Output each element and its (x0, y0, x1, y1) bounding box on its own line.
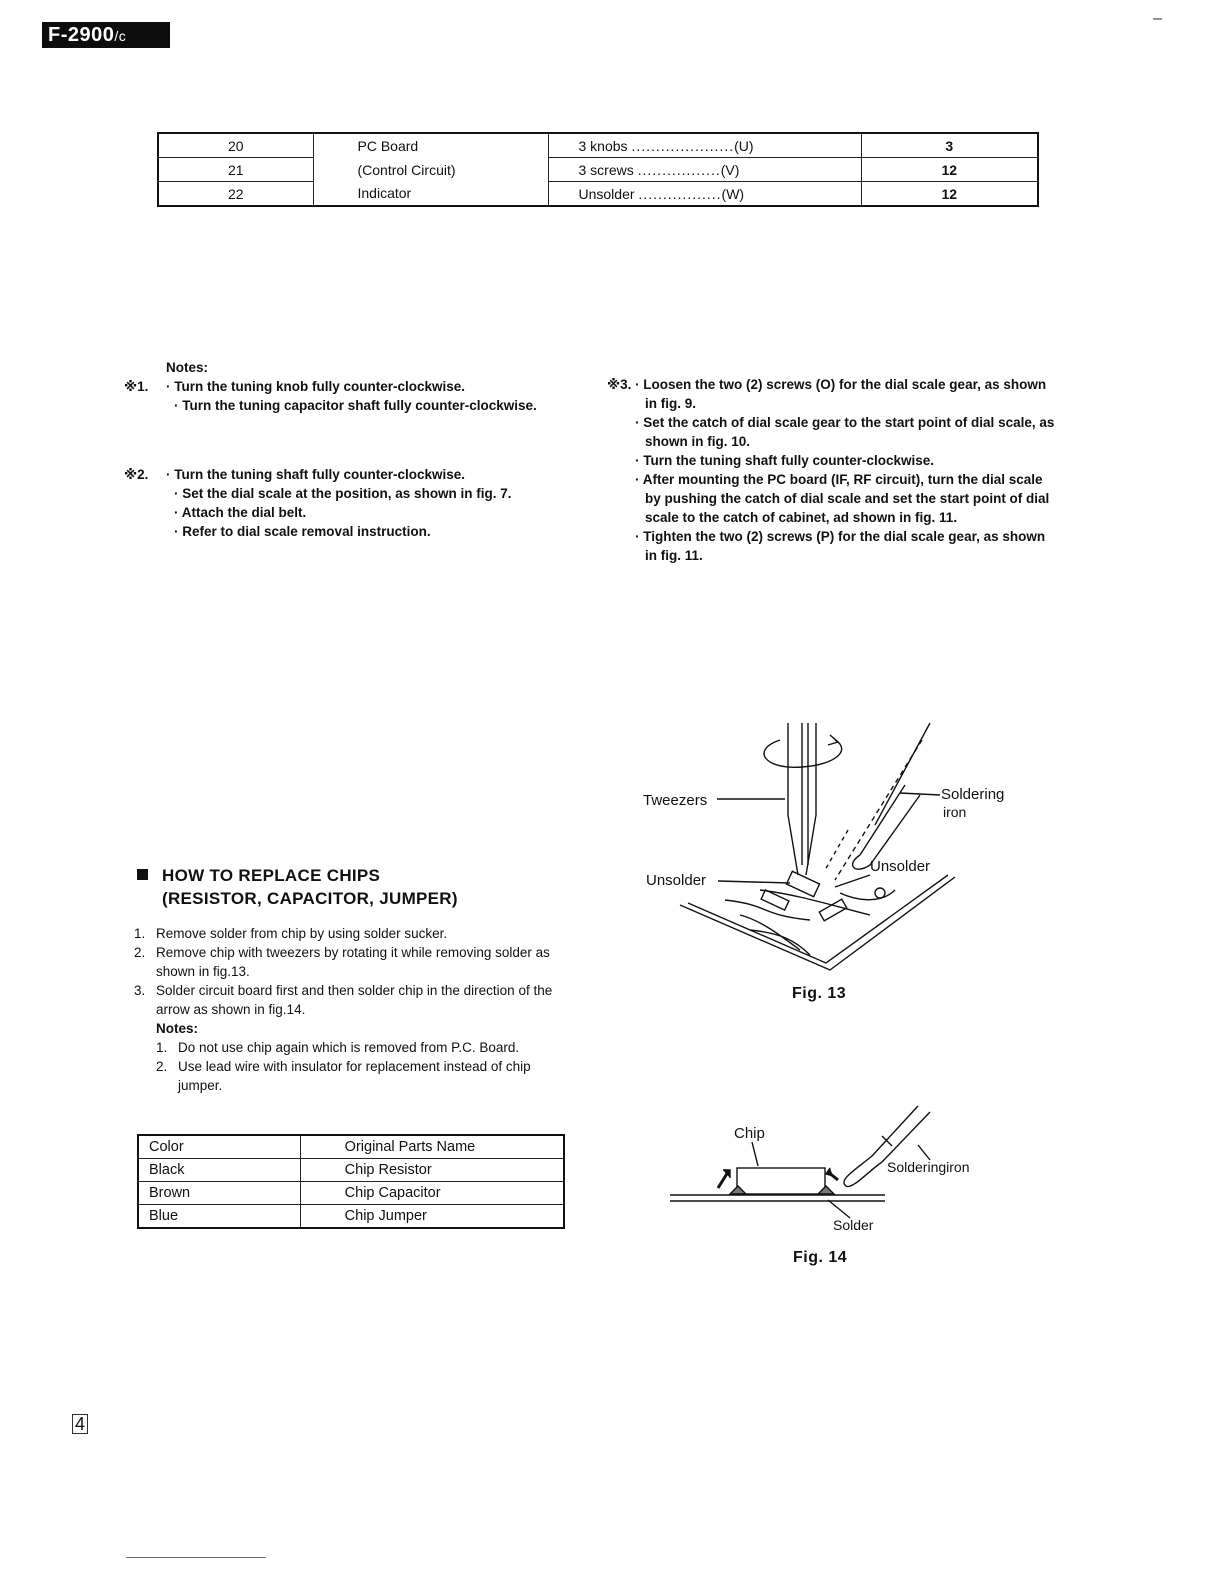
part-name-cell: Chip Capacitor (300, 1182, 564, 1205)
solder-label: Solder (833, 1217, 874, 1233)
notes-left (124, 358, 594, 541)
tweezers-drawing (788, 723, 798, 875)
list-item: 1. Do not use chip again which is removed from P.C. Board. (156, 1040, 520, 1055)
part-cell: (Control Circuit) (313, 158, 548, 182)
step-cell: 20 (158, 133, 313, 158)
part-name-cell: Chip Jumper (300, 1205, 564, 1229)
note-line: · Tighten the two (2) screws (P) for the dial scale gear, as shown in fig. 11. (635, 529, 1046, 563)
list-item: 1. Remove solder from chip by using solder sucker. (134, 926, 448, 941)
chip-label: Chip (734, 1125, 765, 1142)
soldering-iron-label-2: iron (943, 804, 967, 820)
operation-cell: Unsolder .................(W) (548, 182, 861, 207)
square-bullet-icon (137, 869, 148, 880)
color-cell: Black (138, 1159, 300, 1182)
soldering-iron-label: Soldering (941, 786, 1005, 803)
table-row (158, 158, 1038, 182)
operation-cell: 3 knobs .....................(U) (548, 133, 861, 158)
unsolder-left-label: Unsolder (646, 872, 707, 889)
note-line: · Refer to dial scale removal instruction. (174, 524, 431, 539)
section-title-line1: HOW TO REPLACE CHIPS (162, 866, 381, 885)
list-item: 2. Use lead wire with insulator for replacement instead of chip jumper. (156, 1059, 531, 1093)
part-name-cell: Chip Resistor (300, 1159, 564, 1182)
fig-cell: 3 (861, 133, 1038, 158)
table-row (138, 1182, 564, 1205)
unsolder-right-label: Unsolder (870, 858, 931, 875)
section-title (137, 864, 458, 910)
note-line: · After mounting the PC board (IF, RF circuit), turn the dial scale by pushing the catch of dial scale and set the start point of dial scale to the catch of cabinet, ad shown in fig. 11. (635, 472, 1050, 525)
note-line: · Loosen the two (2) screws (O) for the dial scale gear, as shown in fig. 9. (635, 377, 1047, 411)
model-suffix: /c (114, 28, 127, 44)
note-line: · Set the dial scale at the position, as shown in fig. 7. (174, 486, 512, 501)
note-line: · Turn the tuning shaft fully counter-clockwise. (166, 467, 466, 482)
table-row (138, 1205, 564, 1229)
list-item: 2. Remove chip with tweezers by rotating it while removing solder as shown in fig.13. (134, 945, 550, 979)
operation-cell: 3 screws .................(V) (548, 158, 861, 182)
figure-13 (630, 715, 1030, 1015)
model-badge (42, 22, 170, 48)
header-dash: – (1153, 10, 1162, 27)
note-line: · Attach the dial belt. (174, 505, 307, 520)
note-line: · Turn the tuning shaft fully counter-clockwise. (635, 453, 935, 468)
note-2 (124, 465, 594, 541)
fig-cell: 12 (861, 182, 1038, 207)
fig13-caption: Fig. 13 (792, 985, 847, 1002)
part-cell: PC Board (313, 133, 548, 158)
note-line: · Turn the tuning capacitor shaft fully counter-clockwise. (174, 398, 537, 413)
model-number: F-2900 (48, 24, 115, 46)
table-row (158, 182, 1038, 207)
color-cell: Blue (138, 1205, 300, 1229)
note-2-mark: ※2. (124, 467, 149, 482)
note-3 (607, 375, 1057, 565)
fig-cell: 12 (861, 158, 1038, 182)
bottom-rule (126, 1557, 266, 1558)
note-1 (124, 377, 594, 415)
soldering-iron-label: Solderingiron (887, 1159, 970, 1175)
part-cell: Indicator (313, 182, 548, 207)
tweezers-label: Tweezers (643, 792, 708, 809)
notes-heading: Notes: (166, 360, 209, 375)
table-row (138, 1159, 564, 1182)
fig14-caption: Fig. 14 (793, 1249, 848, 1266)
chip-color-table (137, 1134, 565, 1229)
note-3-mark: ※3. (607, 377, 632, 392)
chip-drawing (737, 1168, 825, 1194)
note-line: · Turn the tuning knob fully counter-clockwise. (166, 379, 466, 394)
step-cell: 21 (158, 158, 313, 182)
chip-notes-heading: Notes: (156, 1021, 199, 1036)
section-title-line2: (RESISTOR, CAPACITOR, JUMPER) (162, 889, 458, 908)
table-row (158, 133, 1038, 158)
header-cell: Original Parts Name (300, 1135, 564, 1159)
chip-steps (134, 924, 564, 1095)
step-cell: 22 (158, 182, 313, 207)
notes-right (607, 375, 1057, 565)
list-item: 3. Solder circuit board first and then solder chip in the direction of the arrow as shown in fig.14. (134, 983, 553, 1017)
note-line: · Set the catch of dial scale gear to the start point of dial scale, as shown in fig. 10. (635, 415, 1055, 449)
figure-14 (660, 1100, 1020, 1270)
table-header-row (138, 1135, 564, 1159)
note-1-mark: ※1. (124, 379, 149, 394)
page-number: 4 (72, 1414, 88, 1434)
header-cell: Color (138, 1135, 300, 1159)
color-cell: Brown (138, 1182, 300, 1205)
disassembly-table (157, 132, 1039, 207)
